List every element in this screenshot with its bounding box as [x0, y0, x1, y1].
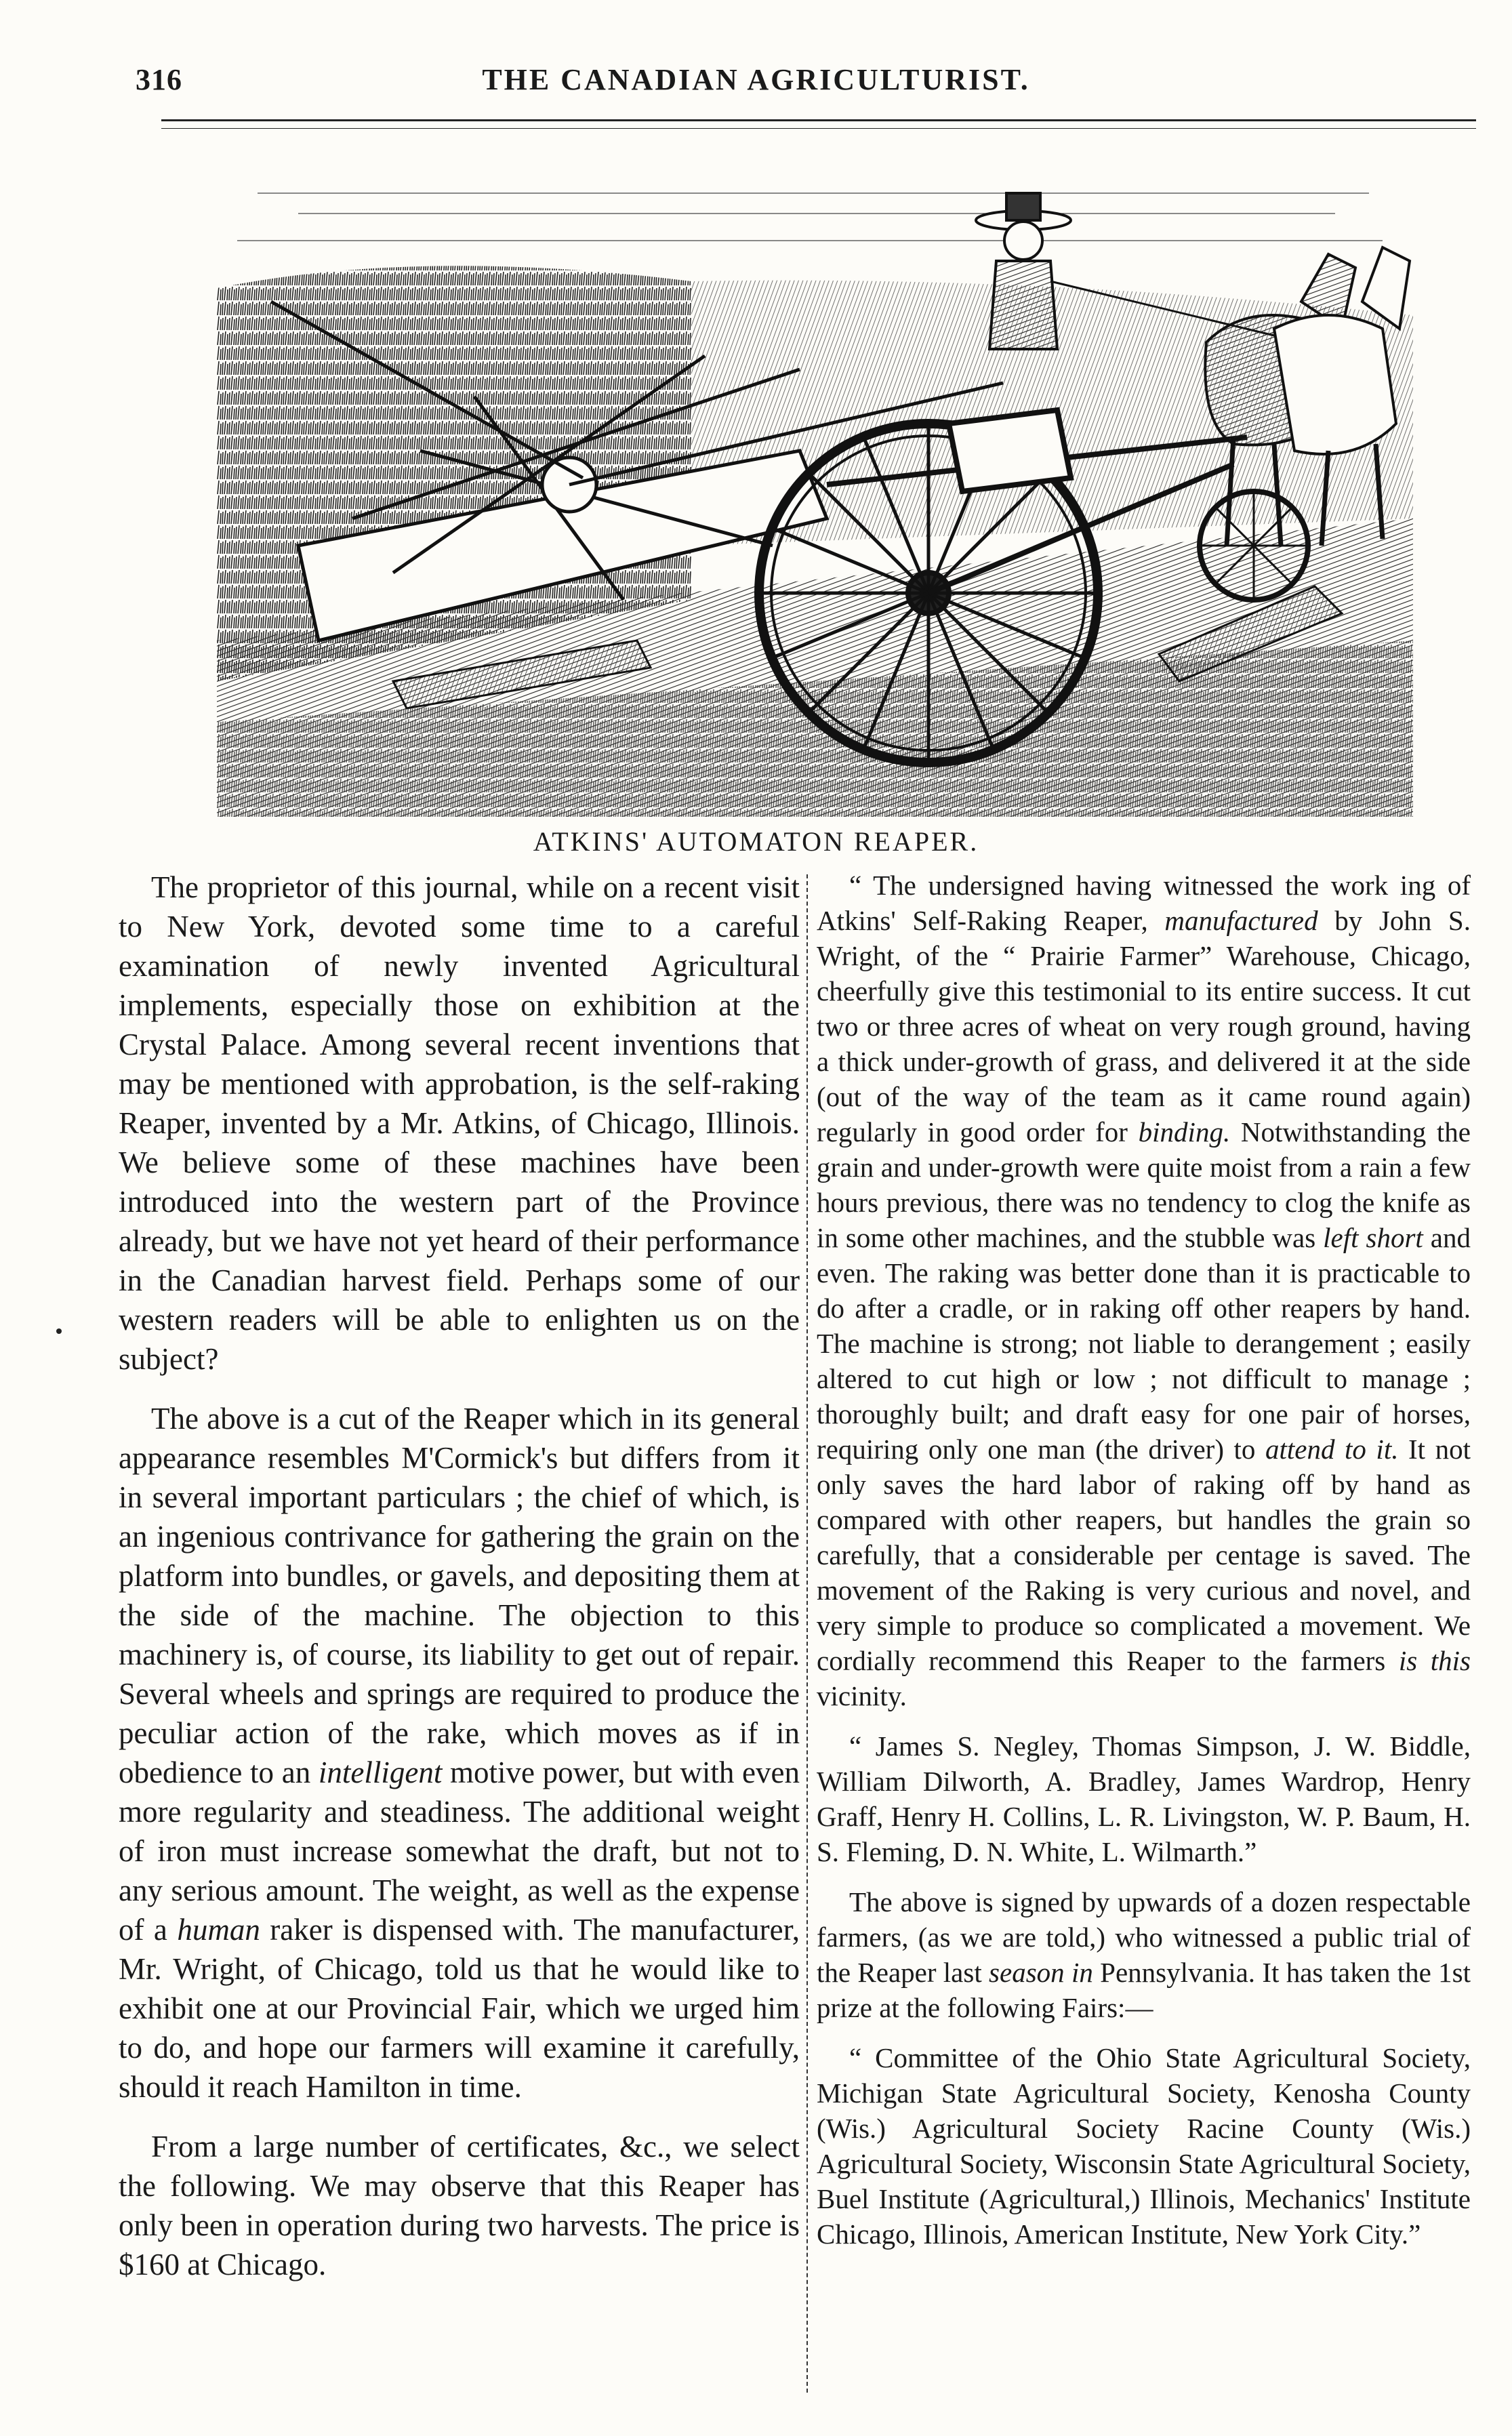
- reaper-engraving: [217, 166, 1413, 817]
- page-number: 316: [136, 63, 182, 96]
- intro-paragraph: The proprietor of this journal, while on a recent visit to New York, devoted some time to a careful examination of newly invented Agricultural implements, especially those on exhibition at the Crystal Palace. Among several recent inventions that may be mentioned with approbation, is the self-raking Reaper, invented by a Mr. Atkins, of Chicago, Illinois. We believe some of these machines have been introduced into the western part of the Province already, but we have not yet heard of their performance in the Canadian harvest field. Perhaps some of our western readers will be able to enlighten us on the subject?: [119, 870, 800, 1376]
- right-column: [817, 868, 1471, 2267]
- header-rule: [161, 119, 1476, 129]
- signatories-paragraph: “ James S. Negley, Thomas Simpson, J. W. Biddle, William Dilworth, A. Bradley, James Wardrop, Henry Graff, Henry H. Collins, L. R. Livingston, W. P. Baum, H. S. Fleming, D. N. White, L. Wilmarth.”: [817, 1730, 1471, 1867]
- testimonial-paragraph: “ The undersigned having witnessed the work ing of Atkins' Self-Raking Reaper, manufactured by John S. Wright, of the “ Prairie Farmer” Warehouse, Chicago, cheerfully give this testimonial to its entire success. It cut two or three acres of wheat on very rough ground, having a thick under-growth of grass, and delivered it at the side (out of the way of the team as it came round again) regularly in good order for binding. Notwithstanding the grain and under-growth were quite moist from a rain a few hours previous, there was no tendency to clog the knife as in some other machines, and the stubble was left short and even. The raking was better done than it is practicable to do after a cradle, or in raking off other reapers by hand. The machine is strong; not liable to derangement ; easily altered to cut high or low ; not difficult to manage ; thoroughly built; and draft easy for one pair of horses, requiring only one man (the driver) to attend to it. It not only saves the hard labor of raking off by hand as compared with other reapers, but handles the grain so carefully, that a considerable per centage is saved. The movement of the Raking is very curious and novel, and very simple to produce so complicated a movement. We cordially recommend this Reaper to the farmers is this vicinity.: [817, 870, 1471, 1711]
- column-divider: [806, 874, 808, 2393]
- margin-mark: [56, 1328, 62, 1334]
- price-paragraph: From a large number of certificates, &c., we select the following. We may observe that this Reaper has only been in operation during two harvests. The price is $160 at Chicago.: [119, 2130, 800, 2281]
- left-column: [119, 868, 800, 2305]
- figure-caption: ATKINS' AUTOMATON REAPER.: [533, 826, 979, 857]
- reaper-illustration-icon: [217, 166, 1413, 817]
- fairs-paragraph: “ Committee of the Ohio State Agricultural Society, Michigan State Agricultural Society, Kenosha County (Wis.) Agricultural Society Racine County (Wis.) Agricultural Society, Wisconsin State Agricultural Society, Buel Institute (Agricultural,) Illinois, Mechanics' Institute Chicago, Illinois, American Institute, New York City.”: [817, 2042, 1471, 2250]
- description-paragraph: The above is a cut of the Reaper which in its general appearance resembles M'Cormick's but differs from it in several important particulars ; the chief of which, is an ingenious contrivance for gathering the grain on the platform into bundles, or gavels, and depositing them at the side of the machine. The objection to this machinery is, of course, its liability to get out of repair. Several wheels and springs are required to produce the peculiar action of the rake, which moves as if in obedience to an intelligent motive power, but with even more regularity and steadiness. The additional weight of iron must increase somewhat the draft, but not to any serious amount. The weight, as well as the expense of a human raker is dispensed with. The manufacturer, Mr. Wright, of Chicago, told us that he would like to exhibit one at our Provincial Fair, which we urged him to do, and hope our farmers will examine it carefully, should it reach Hamilton in time.: [119, 1402, 800, 2104]
- signed-paragraph: The above is signed by upwards of a dozen respectable farmers, (as we are told,) who witnessed a public trial of the Reaper last season in Pennsylvania. It has taken the 1st prize at the following Fairs:—: [817, 1886, 1471, 2023]
- running-title: THE CANADIAN AGRICULTURIST.: [482, 63, 1030, 96]
